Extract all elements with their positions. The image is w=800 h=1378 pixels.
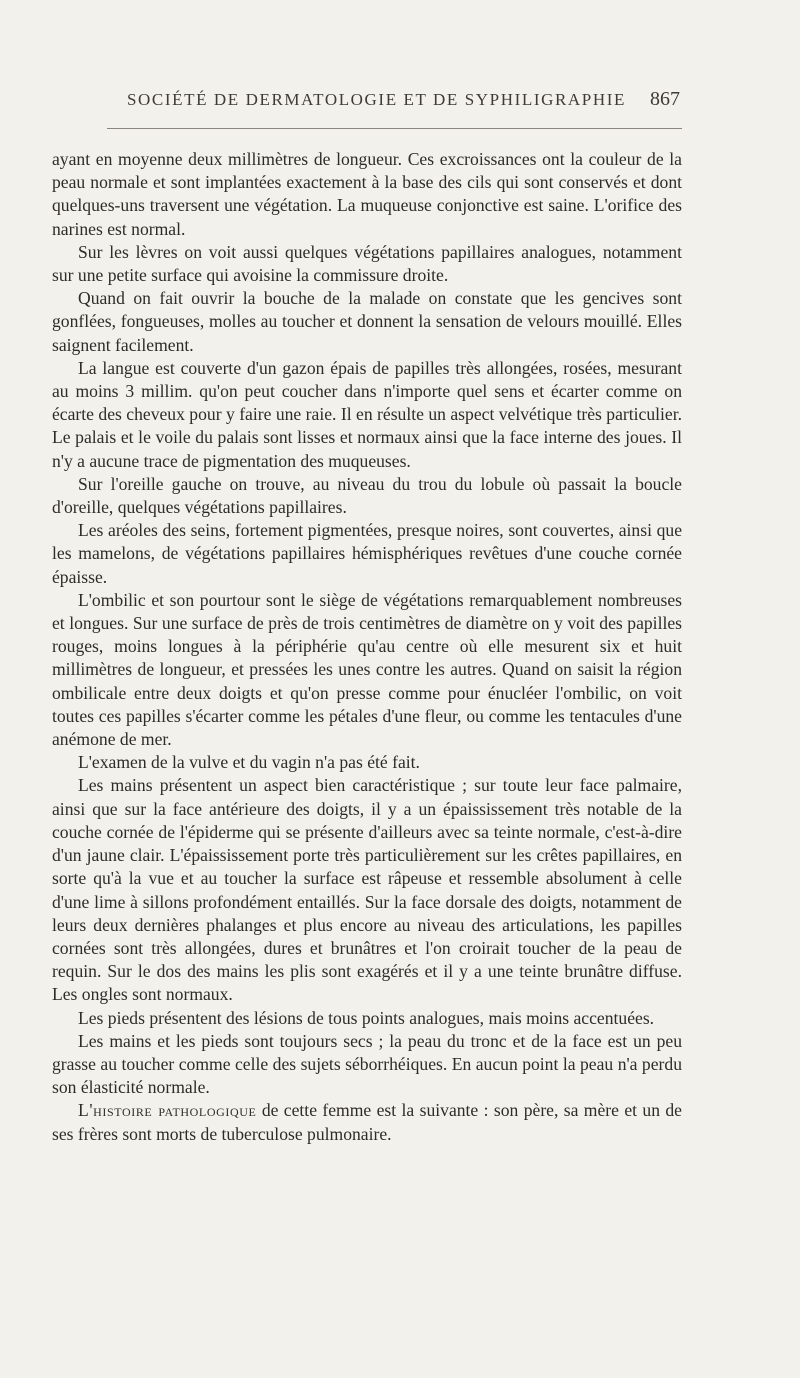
paragraph: L'examen de la vulve et du vagin n'a pas été fait. <box>78 752 420 773</box>
paragraph: La langue est couverte d'un gazon épais de papilles très allongées, rosées, mesurant au moins 3 millim. qu'on peut coucher dans n'importe quel sens et écarter comme on écarte des cheveux pour y faire une raie. Il en résulte un aspect velvétique très particulier. Le palais et le voile du palais sont lisses et normaux ainsi que la face interne des joues. Il n'y a aucune trace de pigmentation des muqueuses. <box>52 357 682 471</box>
paragraph-last <box>52 1099 682 1145</box>
running-title: SOCIÉTÉ DE DERMATOLOGIE ET DE SYPHILIGRAPHIE <box>126 90 626 109</box>
paragraph: Les pieds présentent des lésions de tous points analogues, mais moins accentuées. <box>78 1007 655 1028</box>
section-lead: L'histoire pathologique <box>78 1100 257 1121</box>
paragraph: Quand on fait ouvrir la bouche de la malade on constate que les gencives sont gonflées, fongueuses, molles au toucher et donnent la sensation de velours mouillé. Elles saignent facilement. <box>52 288 682 355</box>
paragraph: Les aréoles des seins, fortement pigmentées, presque noires, sont couvertes, ainsi que les mamelons, de végétations papillaires hémisphériques revêtues d'une couche cornée épaisse. <box>52 520 682 587</box>
running-head <box>52 88 682 114</box>
paragraph: Les mains présentent un aspect bien caractéristique ; sur toute leur face palmaire, ainsi que sur la face antérieure des doigts, il y a un épaississement très notable de la couche cornée de l'épiderme qui se présente d'ailleurs avec sa teinte normale, c'est-à-dire d'un jaune clair. L'épaississement porte très particulièrement sur les crêtes papillaires, en sorte qu'à la vue et au toucher la surface est râpeuse et ressemble absolument à celle d'une lime à sillons profondément entaillés. Sur la face dorsale des doigts, notamment de leurs deux dernières phalanges et plus encore au niveau des articulations, les papilles cornées sont très allongées, dures et brunâtres et l'on croirait toucher de la peau de requin. Sur le dos des mains les plis sont exagérés et il y a une teinte brunâtre diffuse. Les ongles sont normaux. <box>52 775 682 1005</box>
header-rule <box>107 128 682 129</box>
paragraph: Sur l'oreille gauche on trouve, au niveau du trou du lobule où passait la boucle d'oreille, quelques végétations papillaires. <box>52 473 682 518</box>
page-number: 867 <box>650 88 680 110</box>
paragraph: Sur les lèvres on voit aussi quelques végétations papillaires analogues, notamment sur une petite surface qui avoisine la commissure droite. <box>52 241 682 286</box>
paragraph: Les mains et les pieds sont toujours secs ; la peau du tronc et de la face est un peu grasse au toucher comme celle des sujets séborrhéiques. En aucun point la peau n'a perdu son élasticité normale. <box>52 1030 682 1098</box>
body-text <box>52 148 682 1146</box>
paragraph: L'ombilic et son pourtour sont le siège de végétations remarquablement nombreuses et longues. Sur une surface de près de trois centimètres de diamètre on y voit des papilles rouges, moins longues à la périphérie qu'au centre où elle mesurent six et huit millimètres de longueur, et pressées les unes contre les autres. Quand on saisit la région ombilicale entre deux doigts et qu'on presse comme pour énucléer l'ombilic, on voit toutes ces papilles s'écarter comme les pétales d'une fleur, ou comme les tentacules d'une anémone de mer. <box>52 589 682 750</box>
paragraph: ayant en moyenne deux millimètres de longueur. Ces excroissances ont la couleur de la peau normale et sont implantées exactement à la base des cils qui sont conservés et dont quelques-uns traversent une végétation. La muqueuse conjonctive est saine. L'orifice des narines est normal. <box>52 149 682 239</box>
paragraph-rest: de cette femme est la suivante : son père, sa mère et un de ses frères sont morts de tuberculose pulmonaire. <box>52 1100 682 1144</box>
